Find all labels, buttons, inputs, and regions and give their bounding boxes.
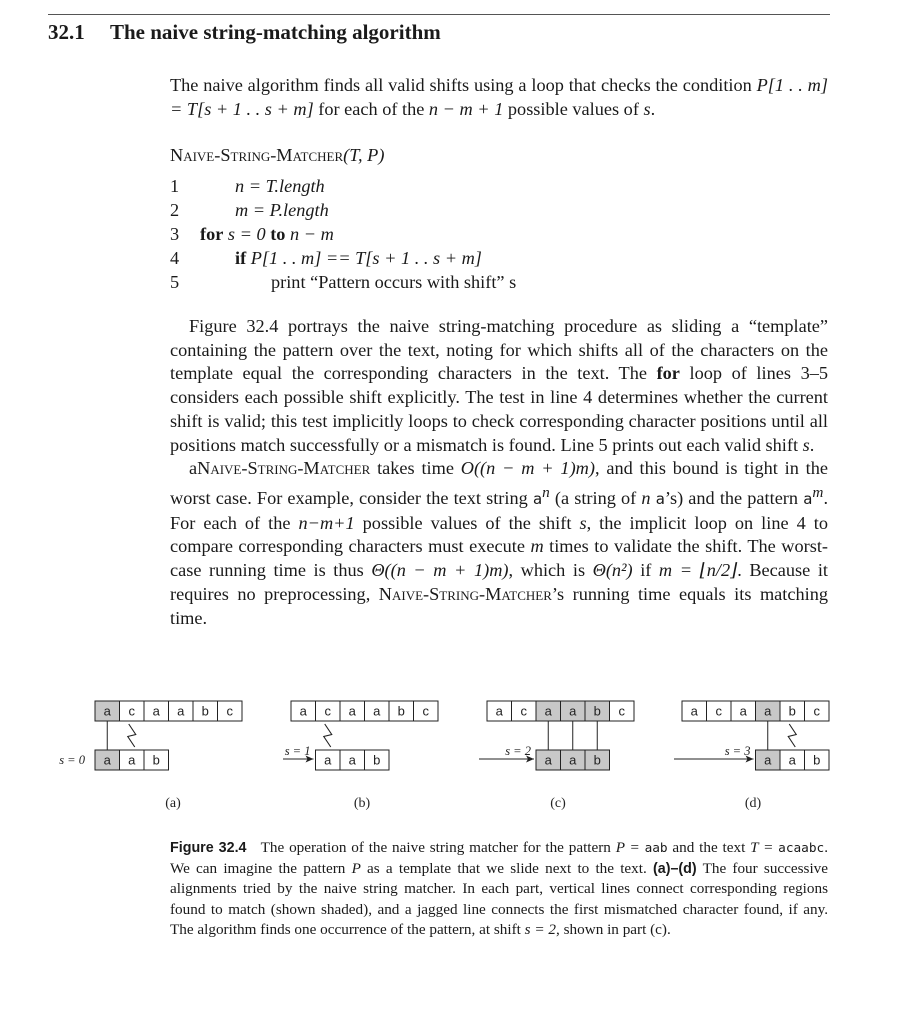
math: P	[351, 860, 361, 878]
text-char: b	[788, 703, 796, 719]
math: m = ⌊n/2⌋	[658, 560, 738, 581]
text-char: c	[422, 703, 429, 719]
para-text: takes time	[370, 458, 461, 479]
para-text: . For each of the	[170, 488, 829, 533]
caption-text: , shown in part (c).	[556, 920, 671, 938]
para-text: ’s) and the pattern	[664, 488, 804, 509]
section-number: 32.1	[48, 20, 85, 44]
para-text: loop of lines 3–5 considers each possible shift explicitly. The test in line 4 determines whether the current shift is valid; this test implicitly loops to check corresponding character positions until all positions match successfully or a mismatch is found. Line 5 prints out each valid shift	[170, 363, 828, 455]
text-char: c	[226, 703, 233, 719]
panel-label: (d)	[744, 796, 762, 811]
pattern-char: a	[764, 752, 772, 768]
figure-32-4	[0, 690, 918, 820]
text-char: a	[299, 703, 307, 719]
pattern-char: a	[569, 752, 577, 768]
para-text: Figure 32.4 portrays the naive string-matching procedure as sliding a “template” containing the pattern over the text, noting for which shifts all of the characters on the template equal the corresponding characters in the text. The	[170, 316, 828, 384]
math: a	[532, 490, 543, 509]
line-number: 3	[170, 224, 180, 244]
text-char: a	[177, 703, 185, 719]
shift-label: s = 2	[505, 744, 531, 758]
line-number: 4	[170, 248, 180, 268]
math: O((n − m + 1)m)	[460, 458, 595, 479]
math: s	[579, 512, 587, 533]
text-char: a	[544, 703, 552, 719]
text-char: a	[764, 703, 772, 719]
intro-text: The naive algorithm finds all valid shifts using a loop that checks the condition	[170, 75, 757, 95]
mismatch-connector	[324, 724, 332, 747]
pseudocode-title	[170, 145, 384, 166]
keyword-for: for	[200, 224, 224, 244]
math: n−m+1	[298, 512, 355, 533]
pattern-char: a	[788, 752, 796, 768]
intro-condition: P[1 . . m] = T[s + 1 . . s + m]	[170, 75, 828, 119]
math: m	[812, 483, 824, 501]
text-char: a	[690, 703, 698, 719]
caption-text: as a template that we slide next to the text.	[360, 860, 653, 878]
para-text: , and this bound is tight in the worst case. For example, consider the text string	[170, 458, 829, 509]
intro-var: s	[643, 98, 651, 119]
para-text: a	[189, 458, 198, 479]
pattern-char: a	[544, 752, 552, 768]
code-text: n − m	[285, 224, 334, 244]
panel-label: (b)	[353, 796, 371, 811]
pattern-char: a	[348, 752, 356, 768]
math: Θ((n − m + 1)m)	[371, 560, 509, 581]
text-char: c	[813, 703, 820, 719]
text-char: a	[152, 703, 160, 719]
math: a	[655, 490, 665, 509]
math: T =	[750, 839, 779, 856]
intro-text: .	[650, 98, 656, 119]
text-char: a	[739, 703, 747, 719]
panel-label: (a)	[165, 796, 181, 811]
text-char: a	[348, 703, 356, 719]
pattern-char: a	[103, 752, 111, 768]
para-text: .	[809, 434, 815, 455]
para-text: . Because it requires no preprocessing,	[170, 560, 828, 604]
para-text: if	[632, 560, 659, 581]
para-var: s	[802, 434, 810, 455]
pattern-char: b	[593, 752, 601, 768]
caption-text: . We can imagine the pattern	[170, 839, 828, 878]
figure-diagram	[0, 690, 918, 820]
code-text: m = P.length	[235, 200, 329, 220]
math: Θ(n²)	[592, 560, 633, 581]
body-paragraphs	[170, 315, 828, 630]
para-text: (a string of	[549, 488, 642, 509]
text-char: c	[618, 703, 625, 719]
pattern-value: aab	[644, 841, 668, 856]
caption-text: The operation of the naive string matcher for the pattern	[260, 839, 616, 856]
line-number: 2	[170, 200, 180, 220]
pattern-char: b	[813, 752, 821, 768]
pattern-char: b	[373, 752, 381, 768]
shift-label: s = 3	[724, 744, 751, 758]
line-number: 1	[170, 176, 180, 196]
para-text: , the implicit loop on line 4 to compare corresponding characters must execute	[170, 512, 828, 557]
mismatch-connector	[788, 724, 796, 747]
code-text: s = 0	[223, 224, 271, 244]
math: n	[641, 488, 651, 509]
caption-parts: (a)–(d)	[652, 861, 697, 878]
keyword-to: to	[270, 224, 286, 244]
paragraph-2	[170, 457, 828, 630]
procedure-name: Naive-String-Matcher	[378, 583, 552, 604]
para-text: times to validate the shift. The worst-case running time is thus	[170, 536, 828, 581]
math: P =	[615, 839, 645, 856]
intro-count: n − m + 1	[428, 98, 504, 119]
shift-label: s = 0	[59, 753, 85, 767]
keyword-if: if	[235, 248, 247, 268]
procedure-args: (T, P)	[343, 145, 385, 165]
figure-caption	[170, 838, 828, 940]
para-text: possible values of the shift	[354, 512, 580, 533]
math: a	[803, 490, 813, 509]
section-title: The naive string-matching algorithm	[110, 20, 441, 44]
text-char: b	[593, 703, 601, 719]
intro-text: for each of the	[313, 98, 429, 119]
text-char: b	[201, 703, 209, 719]
code-text: print “Pattern occurs with shift” s	[271, 272, 517, 292]
procedure-name: Naive-String-Matcher	[197, 458, 371, 479]
text-char: a	[495, 703, 503, 719]
para-text: , which is	[508, 560, 593, 581]
panel-label: (c)	[550, 796, 566, 811]
code-text: P[1 . . m] == T[s + 1 . . s + m]	[246, 248, 482, 268]
math: m	[530, 536, 544, 557]
section-heading	[48, 20, 441, 45]
header-rule	[48, 14, 830, 15]
intro-text: possible values of	[503, 98, 644, 119]
paragraph-1	[170, 315, 828, 457]
shift-label: s = 1	[284, 744, 311, 758]
pattern-char: b	[152, 752, 160, 768]
pattern-char: a	[128, 752, 136, 768]
text-char: c	[324, 703, 331, 719]
text-char: a	[569, 703, 577, 719]
caption-text: The four successive alignments tried by the naive string matcher. In each part, vertical lines connect corresponding regions found to match (shown shaded), and a jagged line connects the first mismatched character found, if any. The algorithm finds one occurrence of the pattern, at shift	[170, 860, 829, 938]
intro-paragraph	[170, 74, 828, 121]
text-char: a	[103, 703, 111, 719]
text-char: c	[520, 703, 527, 719]
line-number: 5	[170, 272, 180, 292]
mismatch-connector	[128, 724, 136, 747]
text-char: c	[715, 703, 722, 719]
code-text: n = T.length	[235, 176, 325, 196]
text-char: c	[128, 703, 135, 719]
para-text: ’s running time equals its matching time.	[170, 583, 828, 628]
pattern-char: a	[324, 752, 332, 768]
math: n	[542, 483, 550, 501]
procedure-name: Naive-String-Matcher	[170, 145, 344, 165]
keyword-for: for	[656, 363, 680, 384]
text-char: a	[373, 703, 381, 719]
figure-number: Figure 32.4	[170, 840, 247, 856]
text-value: acaabc	[778, 841, 825, 856]
math: s = 2	[524, 920, 557, 938]
caption-text: and the text	[667, 839, 751, 856]
text-char: b	[397, 703, 405, 719]
